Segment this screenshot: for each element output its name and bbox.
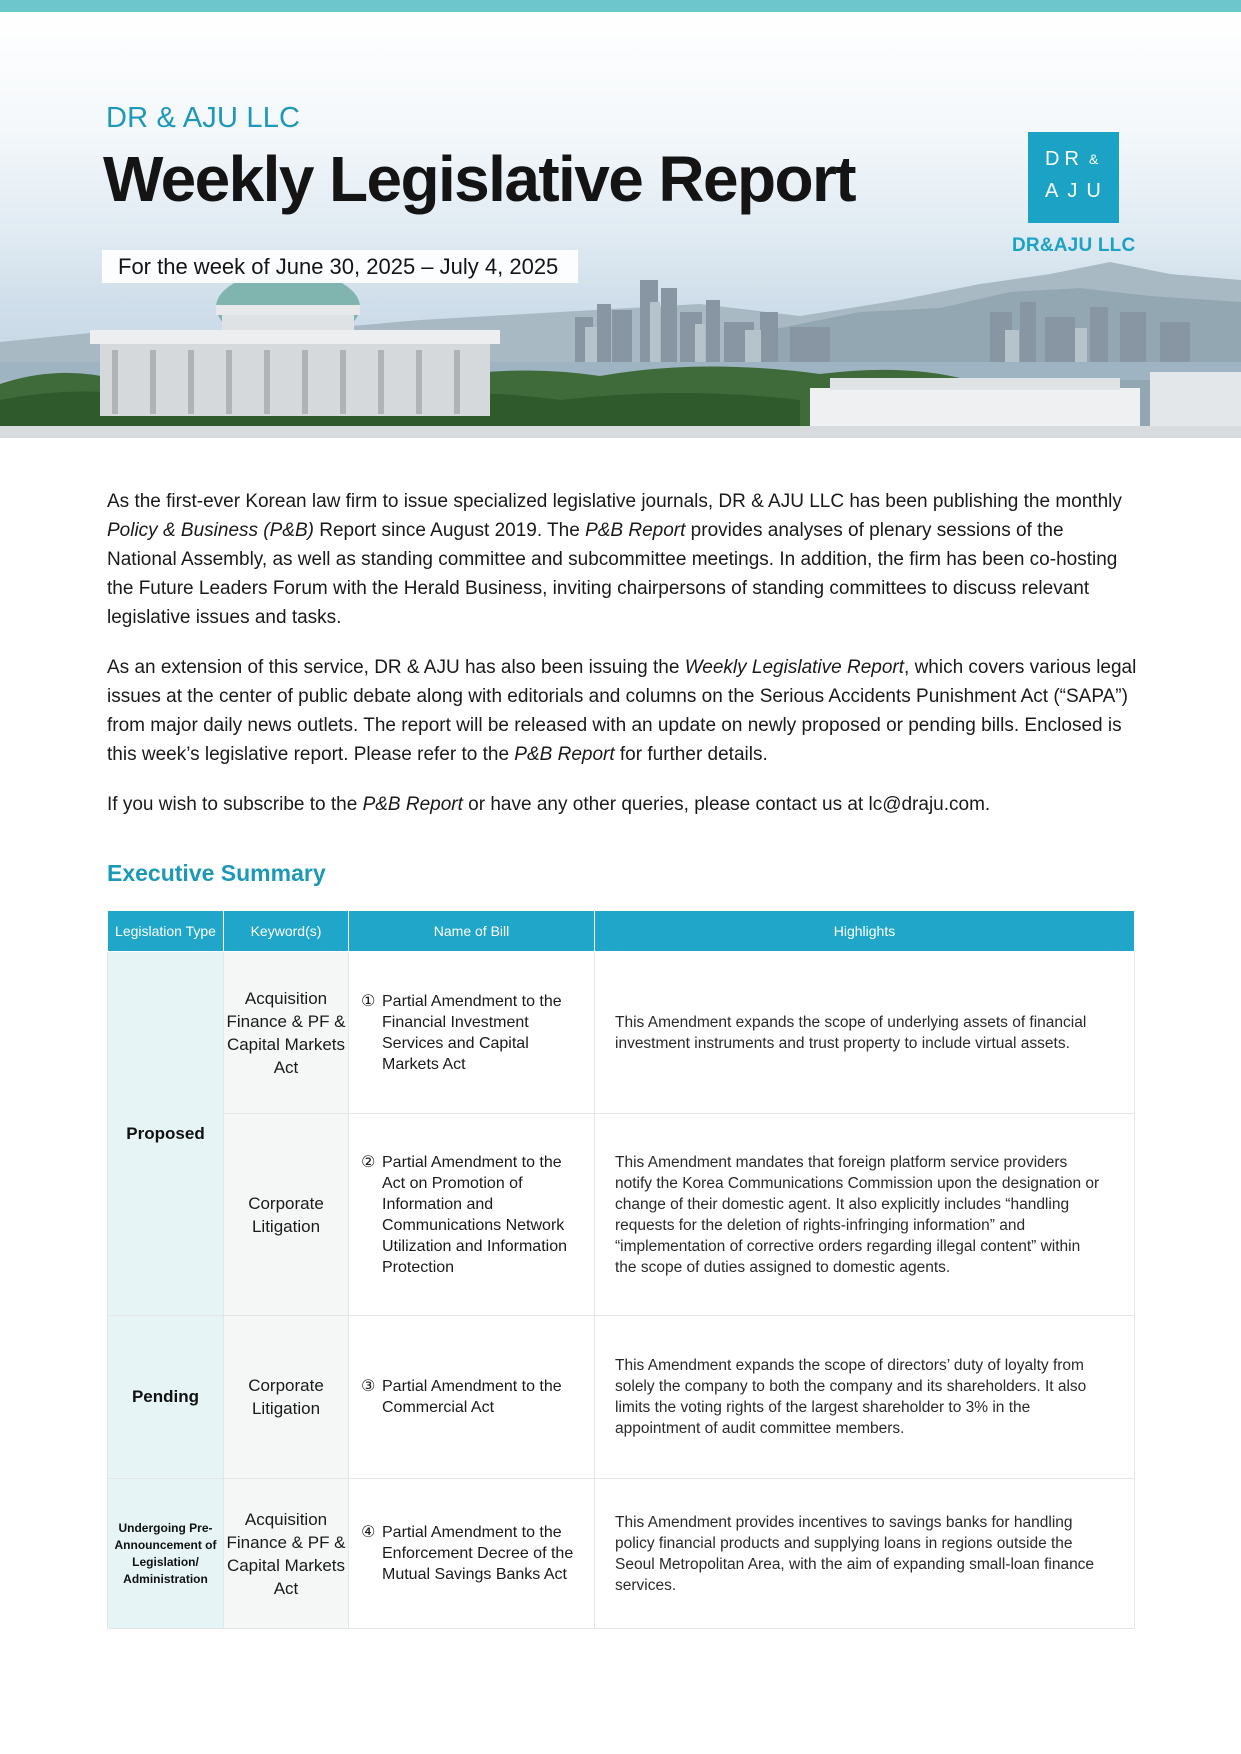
emphasized-text: P&B Report bbox=[362, 794, 463, 815]
table-row bbox=[108, 1479, 1135, 1629]
table-row bbox=[108, 1316, 1135, 1479]
table-row bbox=[108, 1114, 1135, 1316]
firm-logo bbox=[1028, 132, 1119, 223]
bill-cell bbox=[349, 1316, 595, 1479]
col-header-legislation-type: Legislation Type bbox=[108, 911, 224, 952]
bill-name: Partial Amendment to the Act on Promotion of Information and Communications Network Utilization and Information Protection bbox=[382, 1153, 567, 1276]
bill-cell bbox=[349, 1114, 595, 1316]
legislation-type-pending: Pending bbox=[108, 1316, 224, 1479]
text-run: provides analyses of plenary sessions of the National Assembly, as well as standing committee and subcommittee meetings. In addition, the firm has been co-hosting the Future Leaders Forum with the Herald Business, inviting chairpersons of standing committees to discuss relevant legislative issues and tasks. bbox=[107, 520, 1118, 628]
highlight-cell: This Amendment expands the scope of underlying assets of financial investment instruments and trust property to include virtual assets. bbox=[595, 952, 1135, 1114]
bill-cell bbox=[349, 1479, 595, 1629]
logo-caption: DR&AJU LLC bbox=[1012, 235, 1136, 256]
legislation-type-proposed: Proposed bbox=[108, 952, 224, 1316]
table-header-row bbox=[108, 911, 1135, 952]
keyword-cell: Acquisition Finance & PF & Capital Markets Act bbox=[224, 952, 349, 1114]
report-week-text: For the week of June 30, 2025 – July 4, 2025 bbox=[118, 253, 559, 279]
emphasized-text: P&B Report bbox=[514, 744, 615, 765]
bill-number: ① bbox=[361, 992, 376, 1010]
hero-banner bbox=[0, 12, 1241, 426]
bill-number: ② bbox=[361, 1153, 376, 1171]
col-header-highlights: Highlights bbox=[595, 911, 1135, 952]
emphasized-text: Policy & Business (P&B) bbox=[107, 520, 314, 541]
bill-number: ④ bbox=[361, 1524, 376, 1541]
logo-line-1: DR bbox=[1045, 148, 1084, 170]
text-run: As the first-ever Korean law firm to issue specialized legislative journals, DR & AJU LLC has been publishing the monthly bbox=[107, 491, 1122, 512]
logo-line-2: AJU bbox=[1045, 180, 1110, 202]
highlight-cell: This Amendment mandates that foreign platform service providers notify the Korea Communications Commission upon the designation or change of their domestic agent. It also explicitly includes “handling requests for the deletion of rights-infringing information” and “implementation of corrective orders regarding illegal content” within the scope of duties assigned to domestic agents. bbox=[595, 1114, 1135, 1316]
text-run: Report since August 2019. The bbox=[313, 520, 586, 541]
intro-paragraph-1 bbox=[107, 487, 1137, 632]
legislation-type-pre-announcement: Undergoing Pre-Announcement of Legislation/ Administration bbox=[108, 1479, 224, 1629]
text-run: As an extension of this service, DR & AJU has also been issuing the bbox=[107, 657, 685, 678]
keyword-cell: Corporate Litigation bbox=[224, 1114, 349, 1316]
highlight-cell: This Amendment provides incentives to savings banks for handling policy financial products and supplying loans in regions outside the Seoul Metropolitan Area, with the aim of expanding small-loan finance services. bbox=[595, 1479, 1135, 1629]
text-run: or have any other queries, please contact us at lc@draju.com. bbox=[462, 794, 991, 815]
bill-number: ③ bbox=[361, 1378, 376, 1395]
intro-paragraph-3 bbox=[107, 790, 1137, 819]
bill-cell bbox=[349, 952, 595, 1114]
keyword-cell: Corporate Litigation bbox=[224, 1316, 349, 1479]
highlight-cell: This Amendment expands the scope of directors’ duty of loyalty from solely the company to both the company and its shareholders. It also limits the voting rights of the largest shareholder to 3% in the appointment of audit committee members. bbox=[595, 1316, 1135, 1479]
emphasized-text: P&B Report bbox=[585, 520, 686, 541]
report-title: Weekly Legislative Report bbox=[103, 143, 856, 215]
executive-summary-heading: Executive Summary bbox=[107, 860, 326, 886]
table-row bbox=[108, 952, 1135, 1114]
text-run: If you wish to subscribe to the bbox=[107, 794, 363, 815]
bill-name: Partial Amendment to the Financial Investment Services and Capital Markets Act bbox=[382, 992, 562, 1073]
text-run: , which covers various legal issues at the center of public debate along with editorials and columns on the Serious Accidents Punishment Act (“SAPA”) from major daily news outlets. The report will be released with an update on newly proposed or pending bills. Enclosed is this week’s legislative report. Please refer to the bbox=[107, 657, 1137, 765]
logo-ampersand: & bbox=[1089, 151, 1099, 167]
text-run: for further details. bbox=[614, 744, 768, 765]
col-header-bill-name: Name of Bill bbox=[349, 911, 595, 952]
assembly-building bbox=[90, 271, 500, 416]
bill-name: Partial Amendment to the Enforcement Decree of the Mutual Savings Banks Act bbox=[382, 1524, 574, 1583]
emphasized-text: Weekly Legislative Report bbox=[684, 657, 905, 678]
bill-name: Partial Amendment to the Commercial Act bbox=[382, 1378, 562, 1416]
firm-name: DR & AJU LLC bbox=[106, 102, 301, 134]
keyword-cell: Acquisition Finance & PF & Capital Markets Act bbox=[224, 1479, 349, 1629]
executive-summary-table bbox=[107, 910, 1135, 1629]
top-accent-bar bbox=[0, 0, 1241, 12]
report-week bbox=[102, 250, 578, 283]
col-header-keywords: Keyword(s) bbox=[224, 911, 349, 952]
hero-bottom-band bbox=[0, 426, 1241, 438]
intro-paragraph-2 bbox=[107, 653, 1137, 769]
